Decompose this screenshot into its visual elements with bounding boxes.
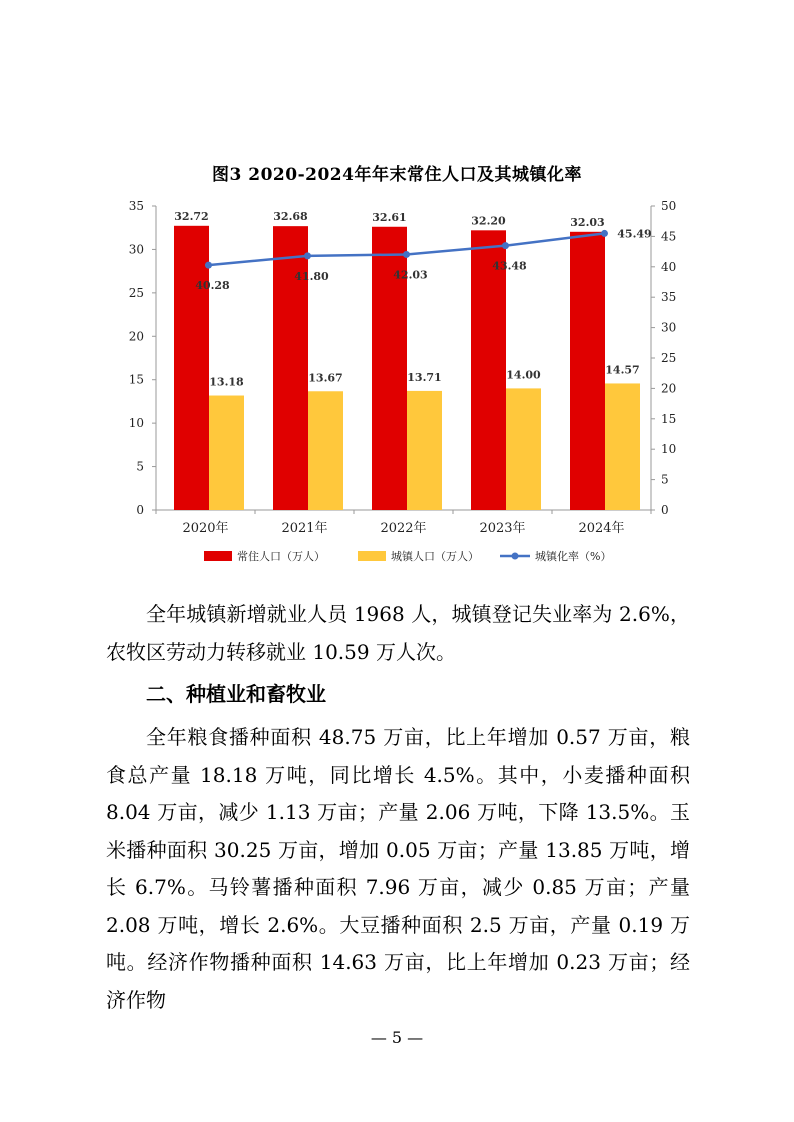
- bar-urban-population-label: 13.18: [209, 375, 244, 389]
- urbanization-rate-label: 40.28: [195, 279, 230, 293]
- right-tick-label: 10: [661, 442, 677, 457]
- urbanization-rate-label: 43.48: [492, 259, 527, 273]
- bar-resident-population-label: 32.61: [372, 210, 407, 224]
- x-tick-label: 2020年: [182, 521, 229, 536]
- left-tick-label: 35: [128, 199, 144, 213]
- right-tick-label: 45: [661, 229, 677, 244]
- right-tick-label: 15: [661, 411, 677, 426]
- left-tick-label: 15: [128, 372, 144, 387]
- x-tick-label: 2023年: [479, 521, 526, 536]
- x-tick-label: 2024年: [578, 521, 625, 536]
- bar-resident-population-label: 32.68: [273, 210, 308, 224]
- right-tick-label: 20: [661, 381, 677, 396]
- page-number: — 5 —: [370, 1028, 424, 1047]
- bar-urban-population-label: 13.67: [308, 371, 343, 385]
- urbanization-rate-point: [205, 262, 212, 269]
- right-tick-label: 5: [661, 472, 669, 487]
- x-tick-label: 2022年: [380, 521, 427, 536]
- x-tick-label: 2021年: [281, 521, 328, 536]
- bar-resident-population-label: 32.20: [471, 214, 506, 228]
- left-tick-label: 0: [136, 503, 144, 517]
- right-tick-label: 40: [661, 259, 677, 274]
- bar-urban-population: [605, 383, 640, 510]
- section-heading: 二、种植业和畜牧业: [146, 682, 326, 706]
- bar-urban-population-label: 14.57: [605, 363, 640, 377]
- chart-title: 图3 2020-2024年年末常住人口及其城镇化率: [212, 165, 582, 185]
- population-urbanization-chart: [120, 192, 680, 577]
- urbanization-rate-label: 45.49: [617, 227, 652, 241]
- right-tick-label: 50: [661, 199, 677, 213]
- paragraph-planting: 全年粮食播种面积 48.75 万亩，比上年增加 0.57 万亩，粮食总产量 18.18 万吨，同比增长 4.5%。其中，小麦播种面积 8.04 万亩，减少 1.13 万亩；产量 2.06 万吨，下降 13.5%。玉米播种面积 30.25 万亩，增加 0.05 万亩；产量 13.85 万吨，增长 6.7%。马铃薯播种面积 7.96 万亩，减少 0.85 万亩；产量 2.08 万吨，增长 2.6%。大豆播种面积 2.5 万亩，产量 0.19 万吨。经济作物播种面积 14.63 万亩，比上年增加 0.23 万亩；经济作物: [106, 725, 690, 1012]
- right-tick-label: 25: [661, 351, 677, 365]
- bar-urban-population-label: 13.71: [407, 370, 442, 384]
- right-tick-label: 0: [661, 503, 669, 517]
- bar-resident-population: [570, 232, 605, 510]
- bar-resident-population: [273, 226, 308, 510]
- urbanization-rate-point: [502, 242, 509, 249]
- legend-resident-population-swatch: [204, 551, 232, 561]
- legend-urbanization-rate-label: 城镇化率（%）: [535, 550, 612, 563]
- left-tick-label: 30: [128, 242, 144, 257]
- legend-urbanization-rate-marker: [512, 553, 519, 560]
- urbanization-rate-label: 42.03: [393, 268, 428, 282]
- legend-urban-population-label: 城镇人口（万人）: [391, 550, 479, 563]
- urbanization-rate-point: [304, 252, 311, 259]
- paragraph-employment: 全年城镇新增就业人员 1968 人，城镇登记失业率为 2.6%，农牧区劳动力转移就业 10.59 万人次。: [106, 602, 690, 664]
- bar-urban-population: [209, 396, 244, 510]
- bar-urban-population: [407, 391, 442, 510]
- right-tick-label: 35: [661, 290, 677, 305]
- bar-resident-population: [174, 226, 209, 510]
- legend-resident-population-label: 常住人口（万人）: [237, 550, 325, 563]
- urbanization-rate-point: [403, 251, 410, 258]
- right-tick-label: 30: [661, 320, 677, 335]
- bar-resident-population-label: 32.72: [174, 209, 209, 223]
- bar-urban-population-label: 14.00: [506, 368, 541, 382]
- legend-urban-population-swatch: [358, 551, 386, 561]
- left-tick-label: 20: [128, 329, 144, 344]
- urbanization-rate-label: 41.80: [294, 269, 329, 283]
- left-tick-label: 25: [128, 285, 144, 300]
- left-tick-label: 10: [128, 416, 144, 431]
- bar-urban-population: [308, 391, 343, 510]
- bar-resident-population-label: 32.03: [570, 215, 605, 229]
- bar-urban-population: [506, 388, 541, 510]
- left-tick-label: 5: [136, 459, 144, 474]
- urbanization-rate-point: [601, 230, 608, 237]
